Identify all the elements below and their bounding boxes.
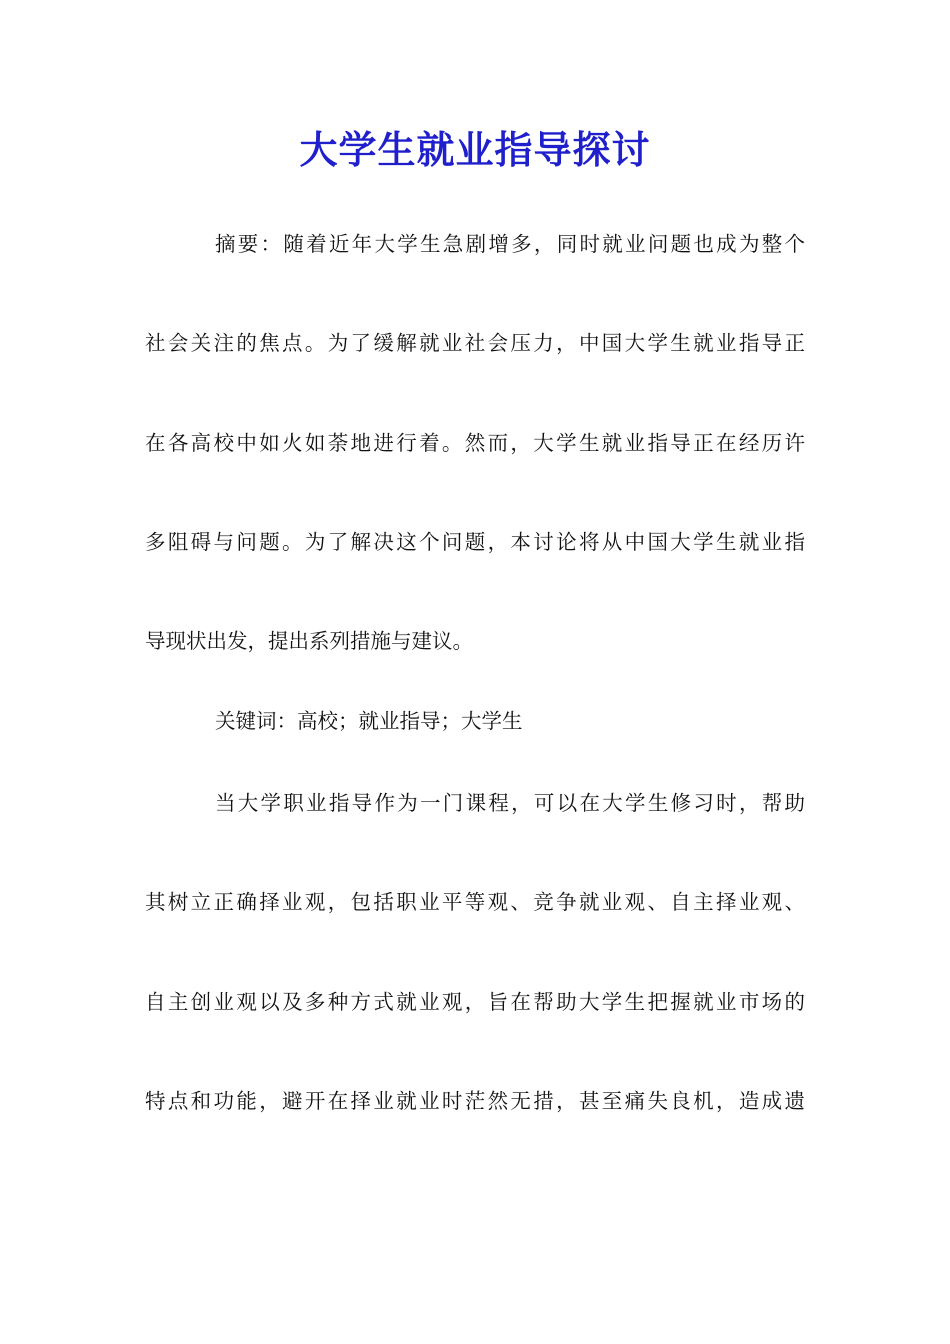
document-title: 大学生就业指导探讨 bbox=[299, 128, 651, 172]
abstract-line: 导现状出发，提出系列措施与建议。 bbox=[145, 629, 473, 653]
abstract-line: 在各高校中如火如荼地进行着。然而，大学生就业指导正在经历许 bbox=[145, 431, 805, 455]
body-line: 当大学职业指导作为一门课程，可以在大学生修习时，帮助 bbox=[215, 791, 805, 815]
body-line: 其树立正确择业观，包括职业平等观、竞争就业观、自主择业观、 bbox=[145, 890, 805, 914]
body-line: 特点和功能，避开在择业就业时茫然无措，甚至痛失良机，造成遗 bbox=[145, 1089, 805, 1113]
body-line: 自主创业观以及多种方式就业观，旨在帮助大学生把握就业市场的 bbox=[145, 990, 805, 1014]
abstract-line: 摘要：随着近年大学生急剧增多，同时就业问题也成为整个 bbox=[215, 232, 805, 256]
keywords-line: 关键词：高校；就业指导；大学生 bbox=[215, 709, 523, 733]
abstract-line: 社会关注的焦点。为了缓解就业社会压力，中国大学生就业指导正 bbox=[145, 331, 805, 355]
abstract-line: 多阻碍与问题。为了解决这个问题，本讨论将从中国大学生就业指 bbox=[145, 530, 805, 554]
